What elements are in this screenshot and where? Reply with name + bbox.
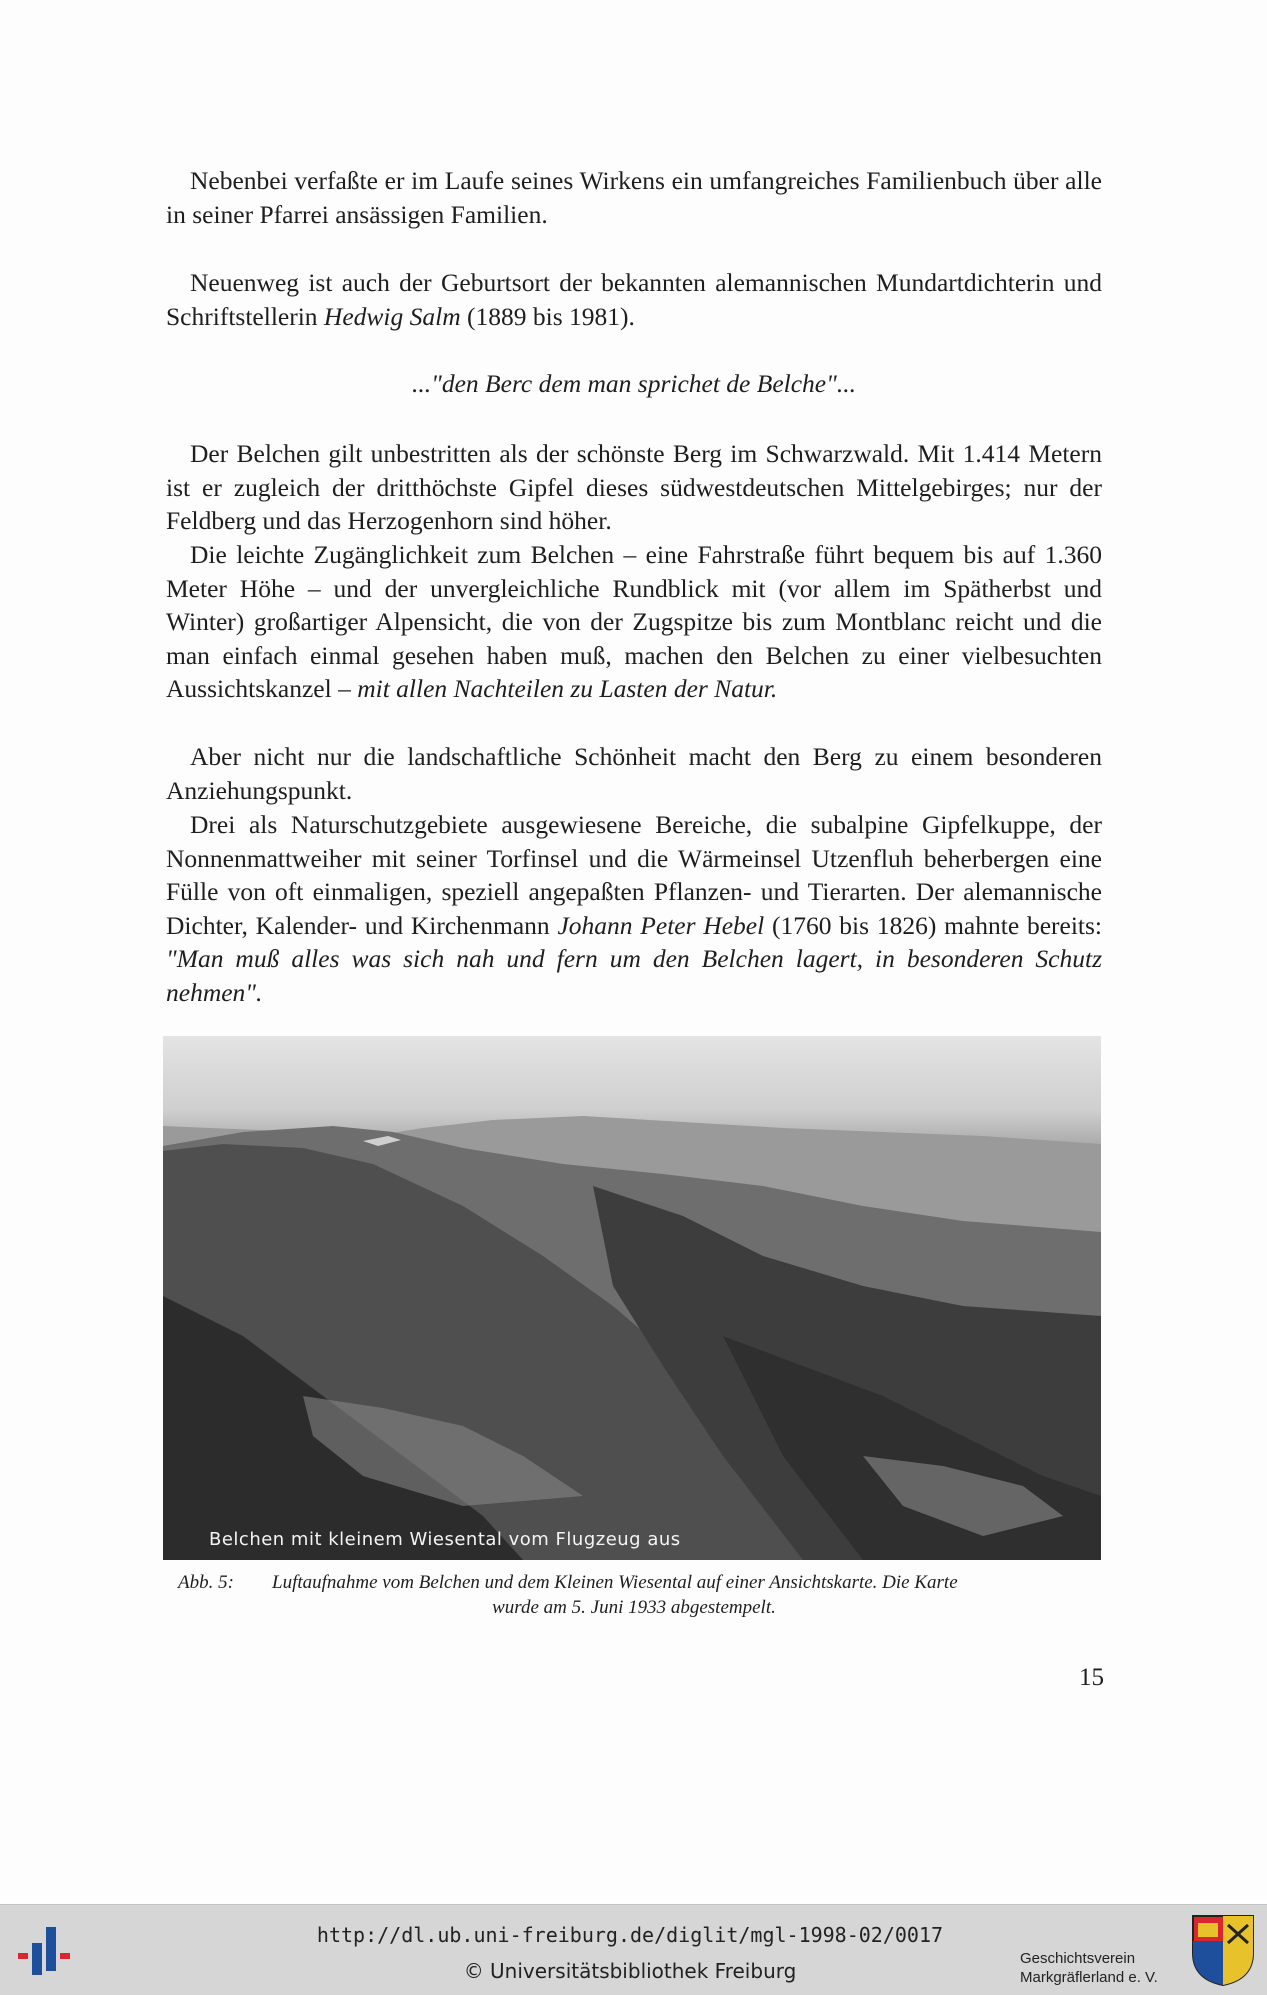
- coat-of-arms-icon: [1190, 1913, 1256, 1987]
- page-number: 15: [1079, 1664, 1104, 1691]
- paragraph-family-book: [166, 164, 1102, 231]
- footer-bar: [0, 1904, 1267, 1995]
- figure-caption: [178, 1570, 1090, 1620]
- paragraph-text: Neuenweg ist auch der Geburtsort der bekannten alemannischen Mundartdichterin und Schriftstellerin: [166, 268, 1102, 331]
- paragraph-accessibility: [166, 538, 1102, 706]
- society-name: [1020, 1949, 1188, 1987]
- paragraph-attraction: [166, 740, 1102, 807]
- ub-freiburg-logo-icon[interactable]: [16, 1923, 80, 1979]
- hebel-quote: "Man muß alles was sich nah und fern um den Belchen lagert, in besonderen Schutz nehmen".: [166, 944, 1102, 1007]
- paragraph-text: (1889 bis 1981).: [460, 301, 635, 331]
- paragraph-belchen-height: [166, 437, 1102, 538]
- footer-copyright: © Universitätsbibliothek Freiburg: [463, 1959, 797, 1983]
- figure-caption-line-1: Luftaufnahme vom Belchen und dem Kleinen Wiesental auf einer Ansichtskarte. Die Karte: [272, 1572, 958, 1593]
- section-heading: ..."den Berc dem man sprichet de Belche"...: [412, 369, 856, 398]
- emphasis-text: mit allen Nachteilen zu Lasten der Natur.: [357, 674, 778, 704]
- paragraph-text: (1760 bis 1826) mahnte bereits:: [764, 910, 1102, 940]
- aerial-photo-belchen: [163, 1036, 1101, 1560]
- figure-caption-line-2: wurde am 5. Juni 1933 abgestempelt.: [492, 1597, 776, 1618]
- paragraph-text: Aber nicht nur die landschaftliche Schönheit macht den Berg zu einem besonderen Anziehungspunkt.: [166, 742, 1102, 805]
- paragraph-nature-reserves: [166, 808, 1102, 1010]
- paragraph-text: Nebenbei verfaßte er im Laufe seines Wirkens ein umfangreiches Familienbuch über alle in seiner Pfarrei ansässigen Familien.: [166, 166, 1102, 229]
- photo-caption: Belchen mit kleinem Wiesental vom Flugzeug aus: [209, 1529, 681, 1550]
- paragraph-text: Der Belchen gilt unbestritten als der schönste Berg im Schwarzwald. Mit 1.414 Metern ist er zugleich der dritthöchste Gipfel dieses südwestdeutschen Mittelgebirges; nur der Feldberg und das Herzogenhorn sind höher.: [166, 439, 1102, 536]
- society-name-line-1: Geschichtsverein: [1020, 1950, 1136, 1967]
- society-name-line-2: Markgräflerland e. V.: [1020, 1969, 1158, 1986]
- person-name-hedwig-salm: Hedwig Salm: [323, 301, 461, 331]
- figure-label: Abb. 5:: [178, 1572, 234, 1593]
- paragraph-birthplace: [166, 266, 1102, 333]
- footer-url-link[interactable]: http://dl.ub.uni-freiburg.de/diglit/mgl-1998-02/0017: [316, 1923, 944, 1947]
- paragraph-text: Die leichte Zugänglichkeit zum Belchen – eine Fahrstraße führt bequem bis auf 1.360 Meter Höhe – und der unvergleichliche Rundblick mit (vor allem im Spätherbst und Winter) großartiger Alpensicht, die von der Zugspitze bis zum Montblanc reicht und die man einfach einmal gesehen haben muß, machen den Belchen zu einer vielbesuchten Aussichtskanzel –: [166, 540, 1102, 704]
- paragraph-text: Drei als Naturschutzgebiete ausgewiesene Bereiche, die subalpine Gipfelkuppe, der Nonnenmattweiher mit seiner Torfinsel und die Wärmeinsel Utzenfluh beherbergen eine Fülle von oft einmaligen, speziell angepaßten Pflanzen- und Tierarten. Der alemannische Dichter, Kalender- und Kirchenmann: [166, 810, 1102, 940]
- landscape-illustration: [163, 1036, 1101, 1560]
- person-name-hebel: Johann Peter Hebel: [557, 910, 765, 940]
